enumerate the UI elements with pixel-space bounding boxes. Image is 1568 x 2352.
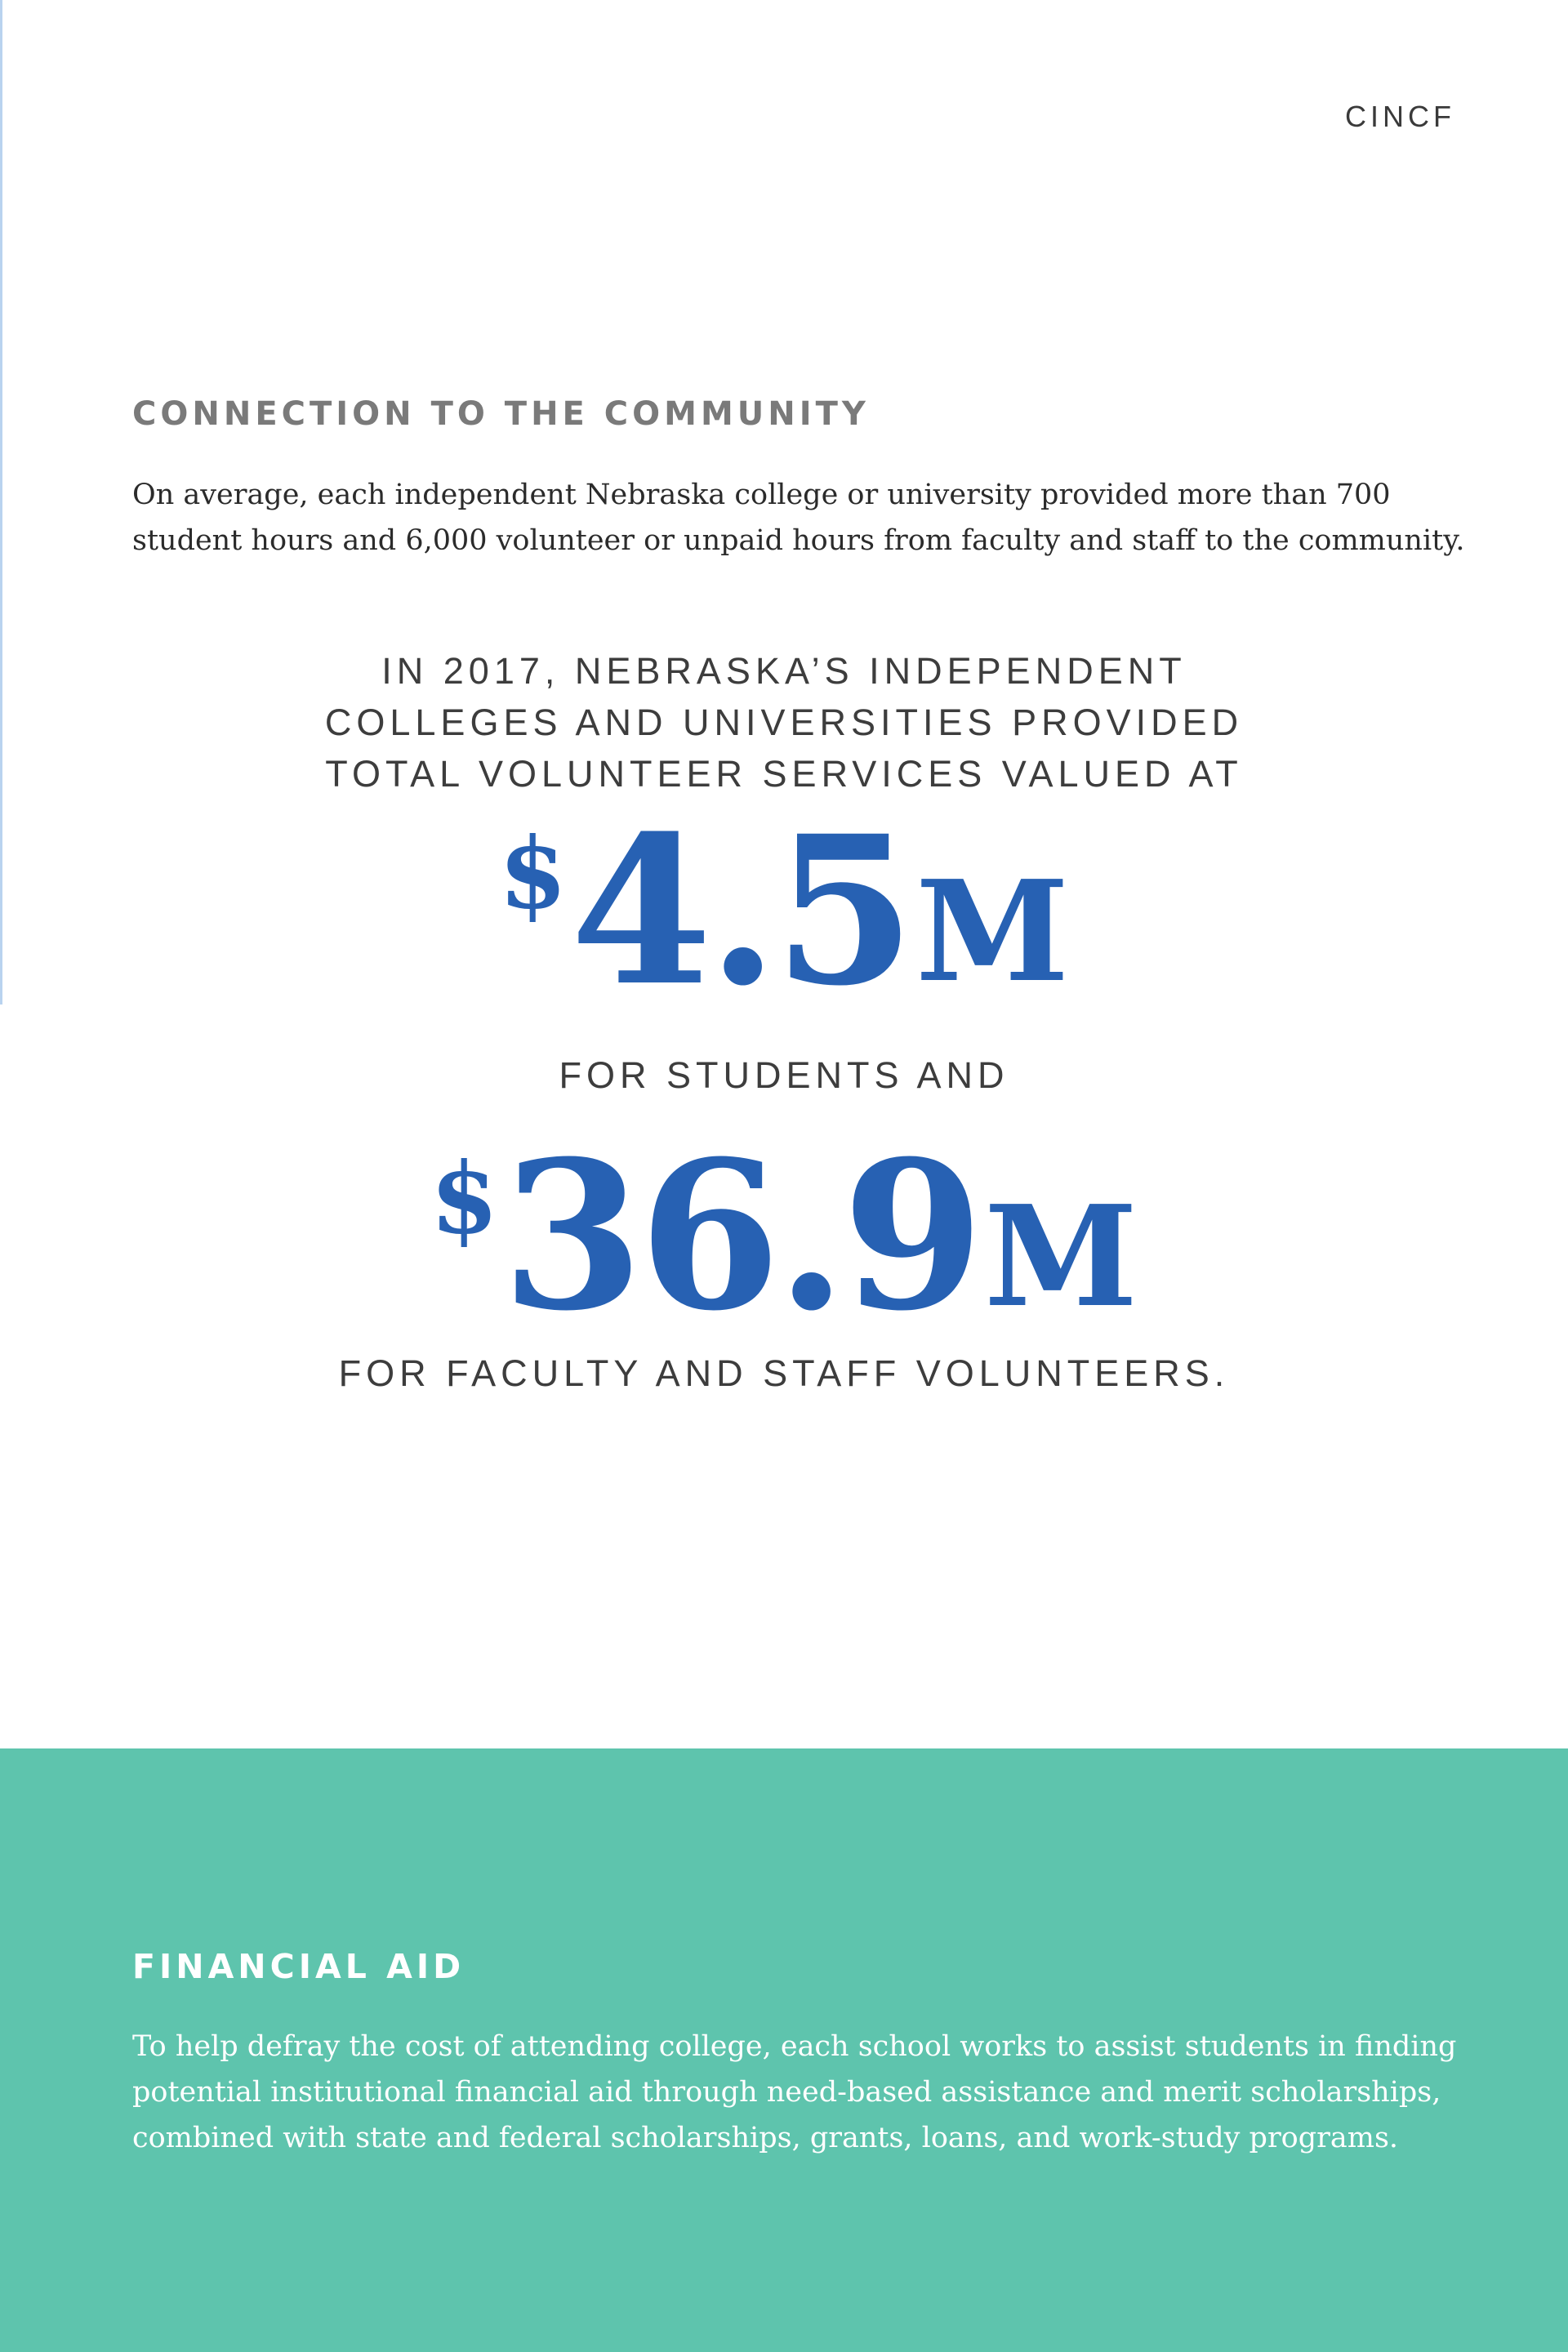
stats-intro-line: COLLEGES AND UNIVERSITIES PROVIDED (324, 702, 1244, 743)
community-paragraph: On average, each independent Nebraska college or university provided more than 700 student hours and 6,000 volunteer or unpaid hours from faculty and staff to the community. (132, 479, 1465, 557)
stats-intro-line: TOTAL VOLUNTEER SERVICES VALUED AT (325, 753, 1243, 795)
faculty-caption: FOR FACULTY AND STAFF VOLUNTEERS. (338, 1352, 1230, 1394)
faculty-currency: $ (430, 1141, 499, 1256)
students-currency: $ (498, 816, 568, 931)
students-value (0, 791, 1568, 1031)
students-caption: FOR STUDENTS AND (559, 1054, 1009, 1096)
students-unit: M (915, 850, 1070, 1013)
financial-aid-heading: FINANCIAL AID (132, 1947, 466, 1986)
faculty-amount: 36.9 (501, 1116, 980, 1356)
faculty-unit: M (984, 1175, 1138, 1339)
stats-intro (0, 645, 1568, 800)
financial-aid-paragraph: To help defray the cost of attending college, each school works to assist students in finding potential institutional financial aid through need-based assistance and merit scholarships, combined with state and federal scholarships, grants, loans, and work-study programs. (132, 2030, 1457, 2154)
students-amount: 4.5 (570, 791, 911, 1031)
stats-intro-line: IN 2017, NEBRASKA’S INDEPENDENT (381, 650, 1187, 692)
faculty-value (0, 1116, 1568, 1356)
community-heading: CONNECTION TO THE COMMUNITY (132, 395, 870, 433)
org-label: CINCF (1345, 100, 1455, 133)
